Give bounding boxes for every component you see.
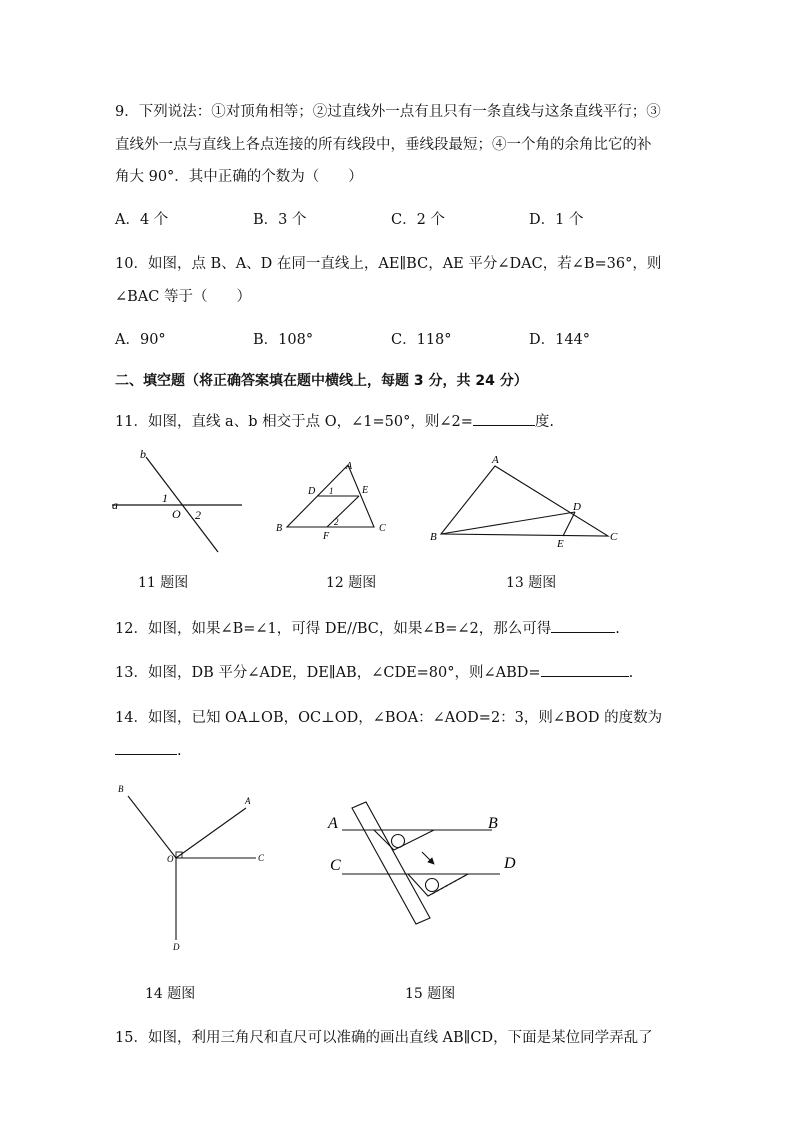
caption-14: 14 题图 <box>145 986 196 1002</box>
q10-line1: 10．如图，点 B、A、D 在同一直线上，AE∥BC，AE 平分∠DAC，若∠B=36°，则 <box>115 256 662 272</box>
q13-text-b: . <box>628 665 634 681</box>
fig15-label-b: B <box>488 815 498 832</box>
figure-12 <box>273 455 393 545</box>
q10-option-d: D．144° <box>529 332 591 348</box>
caption-13: 13 题图 <box>506 575 557 591</box>
fig11-label-a: a <box>112 498 118 512</box>
fig13-label-a: A <box>492 454 499 466</box>
q14-line2 <box>115 740 182 759</box>
fig15-label-d: D <box>504 855 516 872</box>
fig14-label-c: C <box>258 853 265 863</box>
fig15-label-a: A <box>328 815 338 832</box>
q14-answer-blank[interactable] <box>115 740 177 755</box>
fig12-label-e: E <box>362 485 369 496</box>
fig12-label-b: B <box>276 523 283 534</box>
q14-line2-end: . <box>177 743 182 759</box>
q13-text-a: 13．如图，DB 平分∠ADE，DE∥AB，∠CDE=80°，则∠ABD= <box>115 665 541 681</box>
q15-line1: 15．如图，利用三角尺和直尺可以准确的画出直线 AB∥CD，下面是某位同学弄乱了 <box>115 1030 653 1046</box>
q10-line2: ∠BAC 等于（ ） <box>115 289 251 305</box>
q9-option-d: D．1 个 <box>529 212 584 228</box>
q9-line2: 直线外一点与直线上各点连接的所有线段中，垂线段最短；④一个角的余角比它的补 <box>115 137 652 153</box>
fig12-label-f: F <box>323 531 330 542</box>
fig11-label-b: b <box>140 447 146 461</box>
figure-15 <box>322 800 522 930</box>
caption-11: 11 题图 <box>138 575 189 591</box>
section2-title: 二、填空题（将正确答案填在题中横线上，每题 3 分，共 24 分） <box>115 373 528 389</box>
fig15-label-c: C <box>330 857 341 874</box>
fig12-label-a: A <box>346 461 353 472</box>
q9-option-c: C．2 个 <box>391 212 445 228</box>
fig14-label-d: D <box>173 942 180 952</box>
figure-11 <box>108 445 248 555</box>
q9-option-b: B．3 个 <box>253 212 307 228</box>
q11-text-a: 11．如图，直线 a、b 相交于点 O，∠1=50°，则∠2= <box>115 414 473 430</box>
q9-line3: 角大 90°．其中正确的个数为（ ） <box>115 169 363 185</box>
figure-13 <box>425 450 625 550</box>
q10-option-b: B．108° <box>253 332 314 348</box>
q11-text-b: 度. <box>534 414 554 430</box>
q9-line1: 9．下列说法：①对顶角相等；②过直线外一点有且只有一条直线与这条直线平行；③ <box>115 104 661 120</box>
fig13-label-c: C <box>610 531 618 543</box>
caption-12: 12 题图 <box>326 575 377 591</box>
figure-14 <box>110 780 280 955</box>
q12-text-b: . <box>615 621 620 637</box>
q10-option-a: A．90° <box>115 332 166 348</box>
fig14-label-o: O <box>167 854 174 864</box>
q14-line1: 14．如图，已知 OA⊥OB，OC⊥OD，∠BOA：∠AOD=2：3，则∠BOD 的度数为 <box>115 710 663 726</box>
fig13-label-e: E <box>557 538 564 550</box>
fig13-label-b: B <box>430 531 437 543</box>
fig12-label-1: 1 <box>329 486 334 496</box>
q11-answer-blank[interactable] <box>473 411 535 426</box>
fig12-label-d: D <box>308 486 316 497</box>
q11-text <box>115 410 554 431</box>
fig14-label-a: A <box>245 796 251 806</box>
fig11-label-o: O <box>172 507 181 521</box>
q12-text-a: 12．如图，如果∠B=∠1，可得 DE//BC，如果∠B=∠2，那么可得 <box>115 621 552 637</box>
fig12-label-c: C <box>379 523 386 534</box>
q13-text <box>115 661 633 682</box>
fig11-label-2: 2 <box>195 508 201 522</box>
fig13-label-d: D <box>573 501 581 513</box>
q10-option-c: C．118° <box>391 332 452 348</box>
fig11-label-1: 1 <box>162 491 168 505</box>
q12-text <box>115 617 620 638</box>
q12-answer-blank[interactable] <box>551 618 615 633</box>
q13-answer-blank[interactable] <box>541 662 629 677</box>
fig14-label-b: B <box>118 784 124 794</box>
fig12-label-2: 2 <box>334 517 339 527</box>
caption-15: 15 题图 <box>405 986 456 1002</box>
q9-option-a: A．4 个 <box>115 212 169 228</box>
